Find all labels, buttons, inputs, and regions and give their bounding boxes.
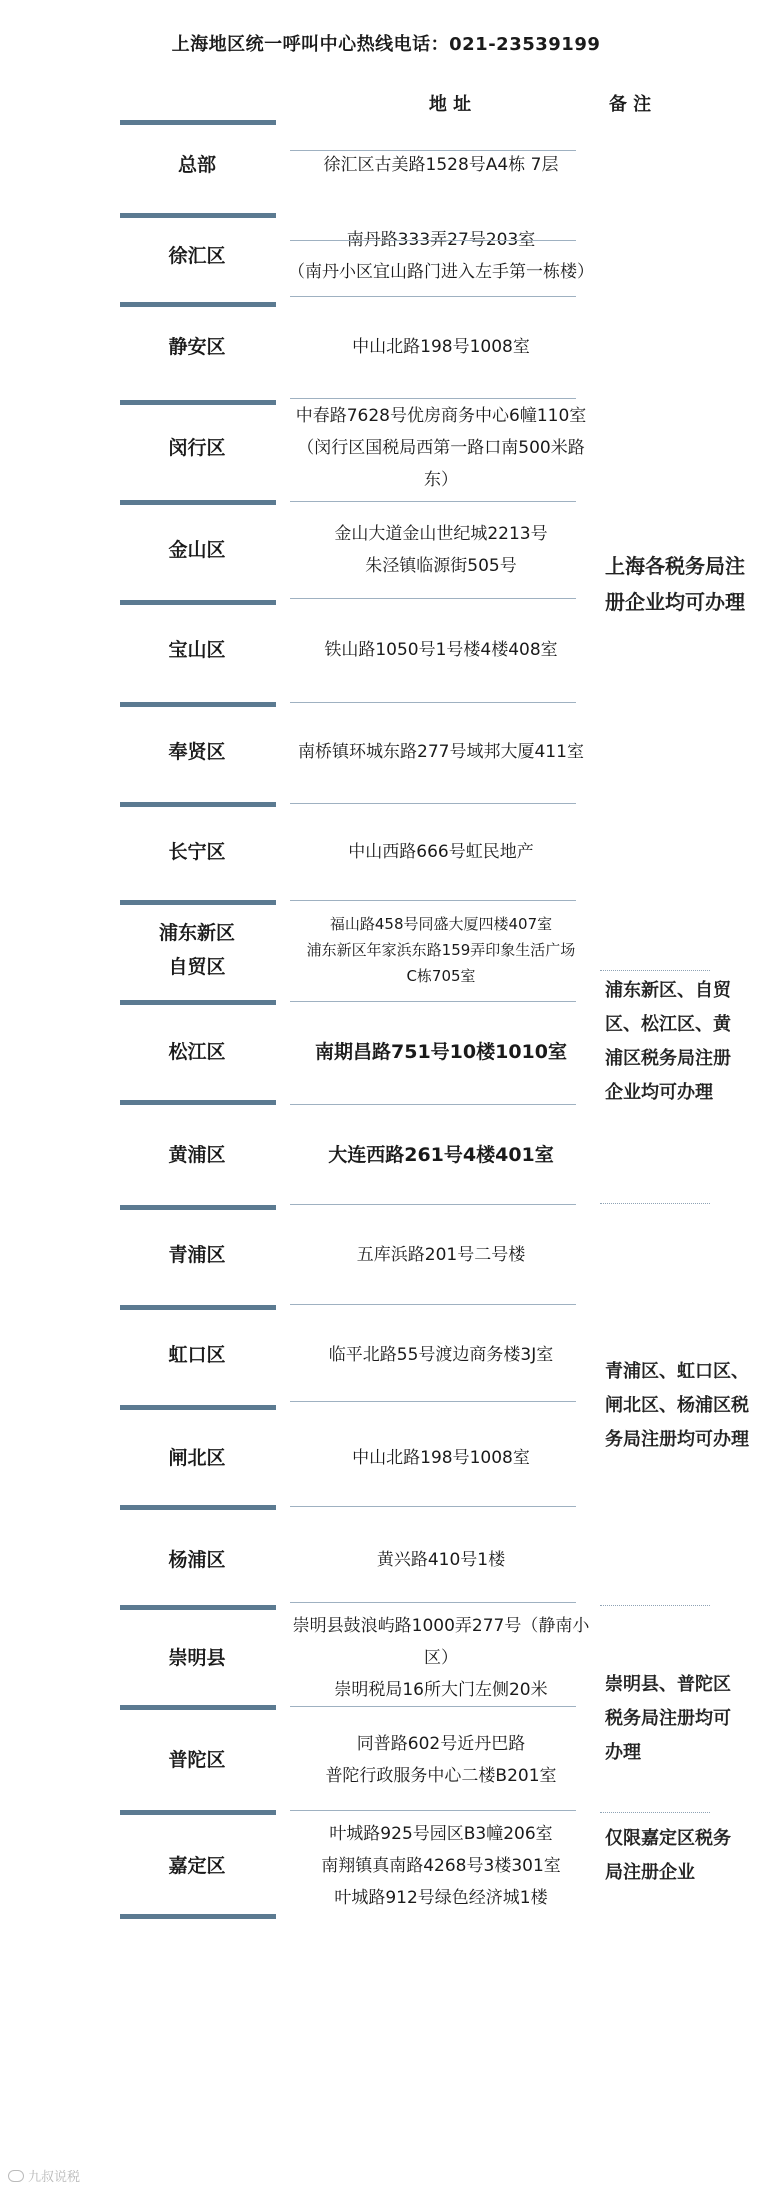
header-address: 地 址 [428, 94, 472, 115]
address-divider [290, 296, 576, 297]
note-line: 上海各税务局注 [605, 554, 745, 578]
note-line: 区、松江区、黄 [605, 1014, 731, 1035]
district-divider [120, 1505, 276, 1510]
district-line: 闸北区 [168, 1447, 226, 1469]
district-line: 虹口区 [168, 1344, 226, 1366]
office-address [288, 1239, 594, 1271]
district-name [122, 1238, 272, 1272]
note-line: 闸北区、杨浦区税 [605, 1395, 749, 1416]
district-line: 松江区 [168, 1041, 226, 1063]
office-address [288, 1139, 594, 1171]
district-name [122, 1035, 272, 1069]
address-line: 南桥镇环城东路277号域邦大厦411室 [298, 742, 584, 762]
address-divider [290, 1706, 576, 1707]
district-line: 长宁区 [168, 841, 226, 863]
district-line: 徐汇区 [168, 245, 226, 267]
note-block [605, 548, 765, 620]
office-address [288, 224, 594, 288]
district-name [122, 1849, 272, 1883]
note-line: 浦区税务局注册 [605, 1048, 731, 1069]
district-divider [120, 600, 276, 605]
address-line: 中山西路666号虹民地产 [348, 842, 534, 862]
district-divider [120, 1605, 276, 1610]
note-line: 仅限嘉定区税务 [605, 1828, 731, 1849]
address-divider [290, 150, 576, 151]
address-line: 金山大道金山世纪城2213号 [334, 524, 548, 544]
note-line: 务局注册均可办理 [605, 1429, 749, 1450]
address-line: 同普路602号近丹巴路 [356, 1734, 526, 1754]
office-address [288, 1036, 594, 1068]
address-divider [290, 598, 576, 599]
district-divider [120, 1810, 276, 1815]
note-divider [600, 970, 710, 971]
district-name [122, 1441, 272, 1475]
address-line: 崇明县鼓浪屿路1000弄277号（静南小区） [292, 1616, 590, 1668]
district-line: 青浦区 [168, 1244, 226, 1266]
district-divider [120, 1305, 276, 1310]
address-line: 五库浜路201号二号楼 [356, 1245, 526, 1265]
district-line: 黄浦区 [168, 1144, 226, 1166]
district-line: 总部 [177, 154, 216, 176]
header-note: 备 注 [608, 94, 652, 115]
district-divider [120, 213, 276, 218]
district-divider [120, 1000, 276, 1005]
note-block [605, 974, 765, 1110]
district-line: 普陀区 [168, 1749, 226, 1771]
office-address [288, 1610, 594, 1706]
address-line: 浦东新区年家浜东路159弄印象生活广场 [306, 941, 576, 959]
district-line: 宝山区 [168, 639, 226, 661]
office-address [288, 518, 594, 582]
watermark-text: 九叔说税 [28, 2170, 81, 2185]
district-name [122, 735, 272, 769]
district-name [122, 1641, 272, 1675]
address-line: 中山北路198号1008室 [352, 1448, 530, 1468]
district-divider [120, 900, 276, 905]
address-line: 崇明税局16所大门左侧20米 [334, 1680, 548, 1700]
office-address [288, 1339, 594, 1371]
office-address [288, 1728, 594, 1792]
note-line: 青浦区、虹口区、 [605, 1361, 749, 1382]
district-line: 浦东新区 [158, 922, 235, 944]
district-divider [120, 1100, 276, 1105]
watermark [8, 2166, 80, 2185]
district-divider [120, 802, 276, 807]
note-divider [600, 1203, 710, 1204]
district-name [122, 835, 272, 869]
note-line: 崇明县、普陀区 [605, 1674, 731, 1695]
note-line: 局注册企业 [605, 1862, 695, 1883]
district-line: 自贸区 [168, 956, 226, 978]
district-divider [120, 1705, 276, 1710]
address-line: 黄兴路410号1楼 [376, 1550, 506, 1570]
note-block [605, 1355, 765, 1457]
address-line: 中春路7628号优房商务中心6幢110室 [295, 406, 587, 426]
address-line: 朱泾镇临源街505号 [365, 556, 517, 576]
address-divider [290, 1304, 576, 1305]
address-divider [290, 1401, 576, 1402]
office-address [288, 331, 594, 363]
district-name [122, 431, 272, 465]
address-divider [290, 900, 576, 901]
district-divider [120, 302, 276, 307]
office-address [288, 1442, 594, 1474]
office-address [288, 149, 594, 181]
address-divider [290, 398, 576, 399]
district-divider [120, 1205, 276, 1210]
address-line: 普陀行政服务中心二楼B201室 [325, 1766, 557, 1786]
address-divider [290, 1810, 576, 1811]
address-line: 南丹路333弄27号203室 [346, 230, 536, 250]
district-name [122, 633, 272, 667]
district-name [122, 916, 272, 984]
district-name [122, 330, 272, 364]
weibo-icon [8, 2170, 24, 2182]
address-divider [290, 1506, 576, 1507]
note-block [605, 1668, 765, 1770]
district-divider [120, 500, 276, 505]
note-line: 企业均可办理 [605, 1082, 713, 1103]
district-divider [120, 1914, 276, 1919]
office-address [288, 911, 594, 989]
office-address [288, 400, 594, 496]
address-line: 叶城路912号绿色经济城1楼 [334, 1888, 548, 1908]
district-line: 杨浦区 [168, 1549, 226, 1571]
district-name [122, 1743, 272, 1777]
district-name [122, 1138, 272, 1172]
address-divider [290, 240, 576, 241]
district-line: 崇明县 [168, 1647, 226, 1669]
district-line: 奉贤区 [168, 741, 226, 763]
address-line: 临平北路55号渡边商务楼3J室 [328, 1345, 554, 1365]
address-divider [290, 702, 576, 703]
office-address [288, 1544, 594, 1576]
page-title: 上海地区统一呼叫中心热线电话：021-23539199 [171, 34, 601, 55]
office-address [288, 836, 594, 868]
district-line: 闵行区 [168, 437, 226, 459]
address-line: （闵行区国税局西第一路口南500米路东） [297, 438, 585, 490]
note-line: 册企业均可办理 [605, 590, 745, 614]
address-divider [290, 1001, 576, 1002]
address-line: C栋705室 [406, 967, 476, 985]
district-divider [120, 702, 276, 707]
district-name [122, 148, 272, 182]
note-divider [600, 1605, 710, 1606]
address-line: 大连西路261号4楼401室 [328, 1144, 554, 1166]
district-line: 金山区 [168, 539, 226, 561]
note-line: 办理 [605, 1742, 641, 1763]
office-address [288, 736, 594, 768]
address-line: 铁山路1050号1号楼4楼408室 [324, 640, 558, 660]
address-line: （南丹小区宜山路门进入左手第一栋楼） [288, 262, 594, 282]
address-line: 南期昌路751号10楼1010室 [315, 1041, 567, 1063]
note-line: 税务局注册均可 [605, 1708, 731, 1729]
address-line: 叶城路925号园区B3幢206室 [329, 1824, 553, 1844]
address-line: 南翔镇真南路4268号3楼301室 [321, 1856, 561, 1876]
note-divider [600, 1812, 710, 1813]
address-divider [290, 501, 576, 502]
address-line: 徐汇区古美路1528号A4栋 7层 [323, 155, 559, 175]
address-line: 中山北路198号1008室 [352, 337, 530, 357]
district-name [122, 239, 272, 273]
district-line: 嘉定区 [168, 1855, 226, 1877]
address-divider [290, 1104, 576, 1105]
district-divider [120, 1405, 276, 1410]
district-line: 静安区 [168, 336, 226, 358]
note-block [605, 1822, 765, 1890]
office-address [288, 634, 594, 666]
address-divider [290, 1602, 576, 1603]
address-divider [290, 1204, 576, 1205]
district-name [122, 533, 272, 567]
district-name [122, 1543, 272, 1577]
district-name [122, 1338, 272, 1372]
district-divider [120, 120, 276, 125]
note-line: 浦东新区、自贸 [605, 980, 731, 1001]
district-divider [120, 400, 276, 405]
office-address [288, 1818, 594, 1914]
address-divider [290, 803, 576, 804]
address-line: 福山路458号同盛大厦四楼407室 [329, 915, 553, 933]
